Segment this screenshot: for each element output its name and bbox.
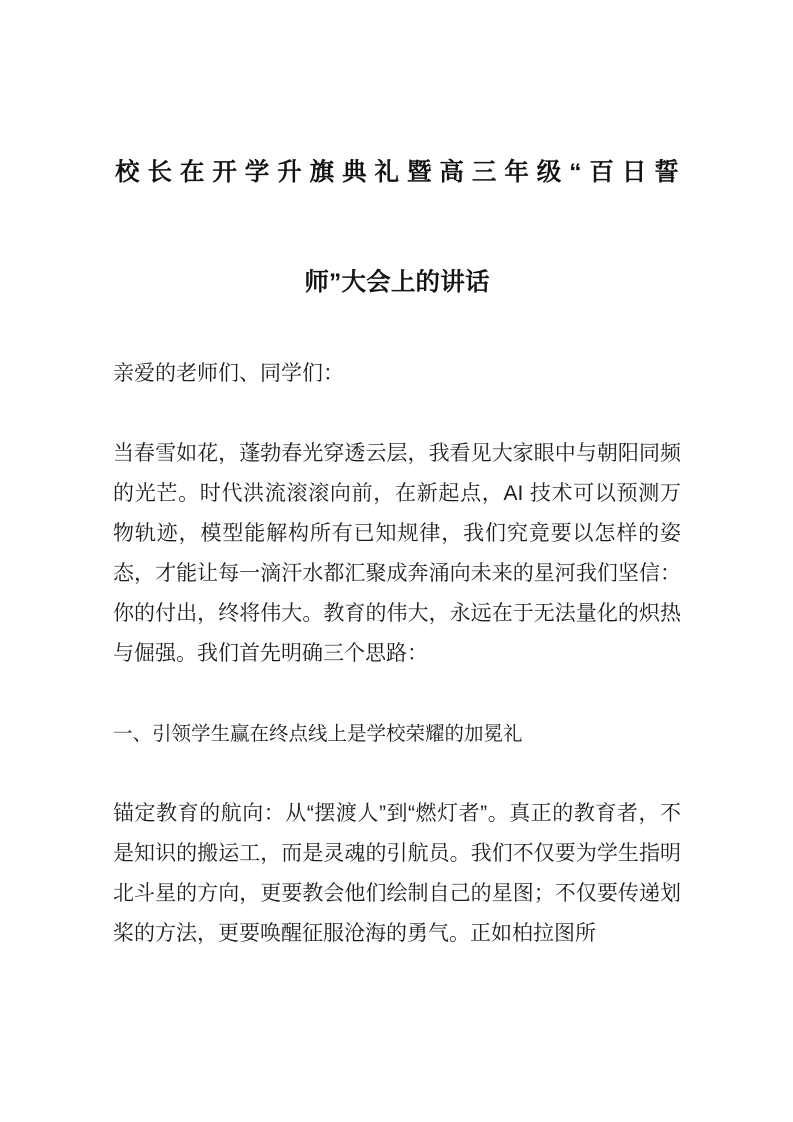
document-body [113, 354, 681, 954]
document-title-line-2: 师”大会上的讲话 [304, 269, 490, 296]
salutation-paragraph: 亲爱的老师们、同学们： [113, 362, 344, 385]
section-heading-one: 一、引领学生赢在终点线上是学校荣耀的加冕礼 [113, 723, 523, 745]
section-one-body-paragraph: 锚定教育的航向：从“摆渡人”到“燃灯者”。真正的教育者，不是知识的搬运工，而是灵魂的引航员。我们不仅要为学生指明北斗星的方向，更要教会他们绘制自己的星图；不仅要传递划桨的方法，更要唤醒征服沧海的勇气。正如柏拉图所 [113, 802, 681, 945]
opening-paragraph: 当春雪如花，蓬勃春光穿透云层，我看见大家眼中与朝阳同频的光芒。时代洪流滚滚向前，在新起点，AI 技术可以预测万物轨迹，模型能解构所有已知规律，我们究竟要以怎样的姿态，才能让每一滴汗水都汇聚成奔涌向未来的星河我们坚信：你的付出，终将伟大。教育的伟大，永远在于无法量化的炽热与倔强。我们首先明确三个思路： [113, 442, 681, 665]
document-title-line-1: 校长在开学升旗典礼暨高三年级“百日誓 [115, 159, 679, 186]
document-title [113, 0, 681, 338]
document-content-column [113, 0, 681, 954]
